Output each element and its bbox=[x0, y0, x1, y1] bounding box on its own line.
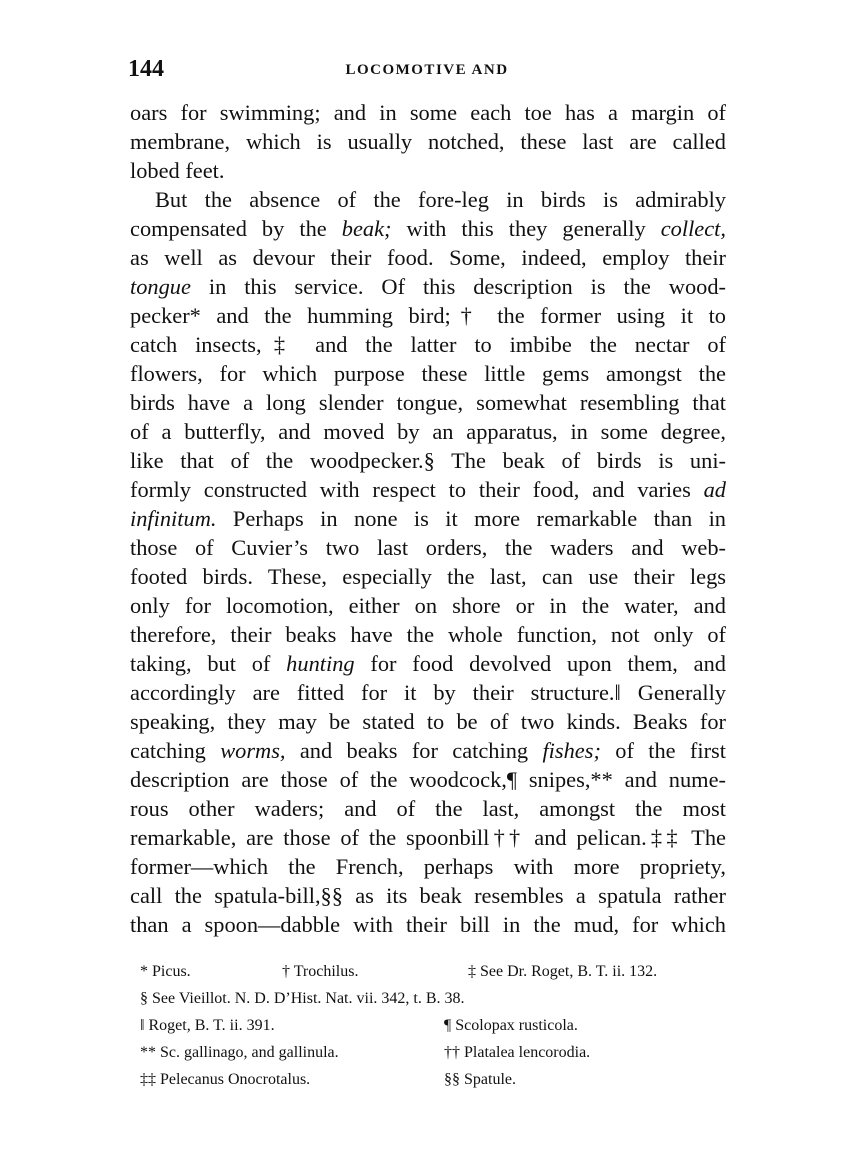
text-segment: pecker* and the humming bird;† the former using it to bbox=[130, 303, 726, 328]
text-segment: taking, but of bbox=[130, 651, 287, 676]
text-line bbox=[130, 620, 726, 649]
text-segment: therefore, their beaks have the whole function, not only of bbox=[130, 622, 726, 647]
text-line bbox=[130, 881, 726, 910]
text-segment: and beaks for catching bbox=[285, 738, 543, 763]
italic-text: beak; bbox=[341, 216, 392, 241]
text-segment: flowers, for which purpose these little gems amongst the bbox=[130, 361, 726, 386]
text-line bbox=[130, 301, 726, 330]
text-line bbox=[130, 127, 726, 156]
italic-text: worms, bbox=[220, 738, 286, 763]
text-segment: compensated by the bbox=[130, 216, 342, 241]
running-title: LOCOMOTIVE AND bbox=[345, 62, 509, 78]
text-segment: in this service. Of this description is the wood- bbox=[190, 274, 726, 299]
text-segment: of the first bbox=[600, 738, 726, 763]
text-line bbox=[130, 156, 726, 185]
text-segment: with this they generally bbox=[391, 216, 661, 241]
text-segment: like that of the woodpecker.§ The beak of birds is uni- bbox=[130, 448, 726, 473]
footnote-row bbox=[140, 1066, 740, 1093]
text-segment: description are those of the woodcock,¶ snipes,** and nume- bbox=[130, 767, 726, 792]
footnote: † Trochilus. bbox=[282, 963, 359, 980]
text-line bbox=[130, 504, 726, 533]
page-number: 144 bbox=[128, 56, 164, 82]
footnote: ¶ Scolopax rusticola. bbox=[444, 1017, 578, 1034]
footnote: ‡‡ Pelecanus Onocrotalus. bbox=[140, 1071, 311, 1088]
text-segment: as well as devour their food. Some, indeed, employ their bbox=[130, 245, 726, 270]
text-segment: footed birds. These, especially the last, can use their legs bbox=[130, 564, 726, 589]
text-line bbox=[130, 475, 726, 504]
text-line bbox=[130, 359, 726, 388]
text-segment: only for locomotion, either on shore or in the water, and bbox=[130, 593, 726, 618]
italic-text: tongue bbox=[130, 274, 191, 299]
text-segment: those of Cuvier’s two last orders, the waders and web- bbox=[130, 535, 726, 560]
italic-text: ad bbox=[703, 477, 726, 502]
text-segment: of a butterfly, and moved by an apparatus, in some degree, bbox=[130, 419, 726, 444]
footnote-row bbox=[140, 985, 740, 1012]
text-line bbox=[130, 272, 726, 301]
text-line bbox=[130, 214, 726, 243]
text-segment: membrane, which is usually notched, these last are called bbox=[130, 129, 726, 154]
body-text bbox=[130, 98, 726, 939]
italic-text: collect, bbox=[660, 216, 727, 241]
footnote-row bbox=[140, 958, 740, 985]
text-segment: accordingly are fitted for it by their structure.‖ Generally bbox=[130, 680, 726, 705]
footnote: ** Sc. gallinago, and gallinula. bbox=[140, 1044, 339, 1061]
text-line bbox=[130, 388, 726, 417]
text-line bbox=[130, 185, 726, 214]
text-line bbox=[130, 98, 726, 127]
text-segment: oars for swimming; and in some each toe has a margin of bbox=[130, 100, 726, 125]
footnote: ‡ See Dr. Roget, B. T. ii. 132. bbox=[468, 963, 658, 980]
footnote: * Picus. bbox=[140, 963, 191, 980]
text-segment: birds have a long slender tongue, somewhat resembling that bbox=[130, 390, 726, 415]
text-line bbox=[130, 852, 726, 881]
text-segment: remarkable, are those of the spoonbill†† and pelican.‡‡ The bbox=[130, 825, 726, 850]
footnote-row bbox=[140, 1012, 740, 1039]
text-line bbox=[130, 707, 726, 736]
footnote: §§ Spatule. bbox=[444, 1071, 516, 1088]
italic-text: hunting bbox=[286, 651, 355, 676]
text-segment: rous other waders; and of the last, amongst the most bbox=[130, 796, 726, 821]
text-line bbox=[130, 446, 726, 475]
footnote: ‖ Roget, B. T. ii. 391. bbox=[140, 1017, 275, 1034]
text-segment: catching bbox=[130, 738, 221, 763]
text-segment: than a spoon—dabble with their bill in the mud, for which bbox=[130, 912, 726, 937]
text-segment: lobed feet. bbox=[130, 158, 225, 183]
text-line bbox=[130, 562, 726, 591]
text-line bbox=[130, 794, 726, 823]
text-line bbox=[130, 591, 726, 620]
text-line bbox=[130, 736, 726, 765]
text-segment: Perhaps in none is it more remarkable than in bbox=[216, 506, 726, 531]
footnote: †† Platalea lencorodia. bbox=[444, 1044, 591, 1061]
text-line bbox=[130, 649, 726, 678]
italic-text: infinitum. bbox=[130, 506, 217, 531]
text-line bbox=[130, 417, 726, 446]
text-line bbox=[130, 823, 726, 852]
running-head bbox=[128, 56, 726, 88]
text-line bbox=[130, 678, 726, 707]
text-segment: catch insects,‡ and the latter to imbibe the nectar of bbox=[130, 332, 726, 357]
footnote-row bbox=[140, 1039, 740, 1066]
text-segment: formly constructed with respect to their food, and varies bbox=[130, 477, 704, 502]
text-segment: former—which the French, perhaps with more propriety, bbox=[130, 854, 726, 879]
text-line bbox=[130, 910, 726, 939]
text-line bbox=[130, 330, 726, 359]
text-segment: But the absence of the fore-leg in birds is admirably bbox=[155, 187, 726, 212]
text-segment: call the spatula-bill,§§ as its beak resembles a spatula rather bbox=[130, 883, 726, 908]
text-line bbox=[130, 765, 726, 794]
text-line bbox=[130, 533, 726, 562]
text-line bbox=[130, 243, 726, 272]
footnotes bbox=[140, 958, 740, 1093]
footnote: § See Vieillot. N. D. D’Hist. Nat. vii. 342, t. B. 38. bbox=[140, 990, 465, 1007]
text-segment: for food devolved upon them, and bbox=[354, 651, 726, 676]
italic-text: fishes; bbox=[542, 738, 601, 763]
text-segment: speaking, they may be stated to be of two kinds. Beaks for bbox=[130, 709, 726, 734]
